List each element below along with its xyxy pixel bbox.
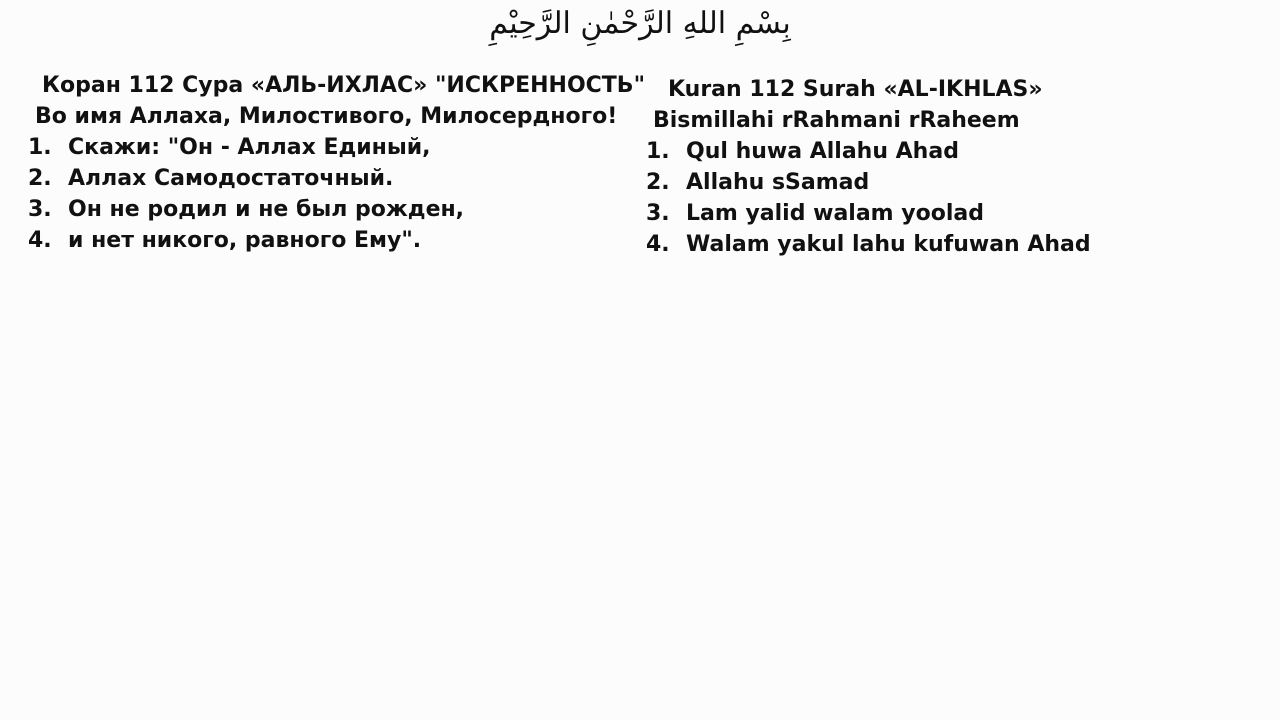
transliteration-title: Kuran 112 Surah «AL-IKHLAS» xyxy=(668,77,1043,102)
verse-text: Allahu sSamad xyxy=(686,170,870,195)
transliteration-verse-list xyxy=(646,136,1246,260)
russian-verse xyxy=(28,225,638,256)
verse-text: Qul huwa Allahu Ahad xyxy=(686,139,959,164)
transliteration-verse xyxy=(646,229,1246,260)
verse-number: 3. xyxy=(646,201,670,226)
transliteration-verse xyxy=(646,198,1246,229)
russian-verse-list xyxy=(28,132,638,256)
verse-text: Он не родил и не был рожден, xyxy=(68,197,465,222)
verse-text: Lam yalid walam yoolad xyxy=(686,201,984,226)
verse-text: Аллах Самодостаточный. xyxy=(68,166,394,191)
verse-number: 1. xyxy=(28,135,52,160)
transliteration-column xyxy=(646,74,1246,260)
verse-text: Скажи: "Он - Аллах Единый, xyxy=(68,135,431,160)
verse-number: 2. xyxy=(28,166,52,191)
verse-number: 4. xyxy=(646,232,670,257)
verse-number: 1. xyxy=(646,139,670,164)
transliteration-verse xyxy=(646,167,1246,198)
transliteration-subtitle: Bismillahi rRahmani rRaheem xyxy=(653,108,1020,133)
verse-text: и нет никого, равного Ему". xyxy=(68,228,422,253)
transliteration-verse xyxy=(646,136,1246,167)
verse-number: 3. xyxy=(28,197,52,222)
basmala-calligraphy: بِسْمِ اللهِ الرَّحْمٰنِ الرَّحِيْمِ xyxy=(489,6,791,41)
russian-column xyxy=(28,70,646,256)
russian-verse xyxy=(28,194,638,225)
verse-number: 2. xyxy=(646,170,670,195)
russian-verse xyxy=(28,132,638,163)
verse-text: Walam yakul lahu kufuwan Ahad xyxy=(686,232,1091,257)
verse-number: 4. xyxy=(28,228,52,253)
russian-verse xyxy=(28,163,638,194)
russian-subtitle: Во имя Аллаха, Милостивого, Милосердного! xyxy=(35,104,618,129)
russian-title: Коран 112 Сура «АЛЬ-ИХЛАС» "ИСКРЕННОСТЬ" xyxy=(42,73,646,98)
